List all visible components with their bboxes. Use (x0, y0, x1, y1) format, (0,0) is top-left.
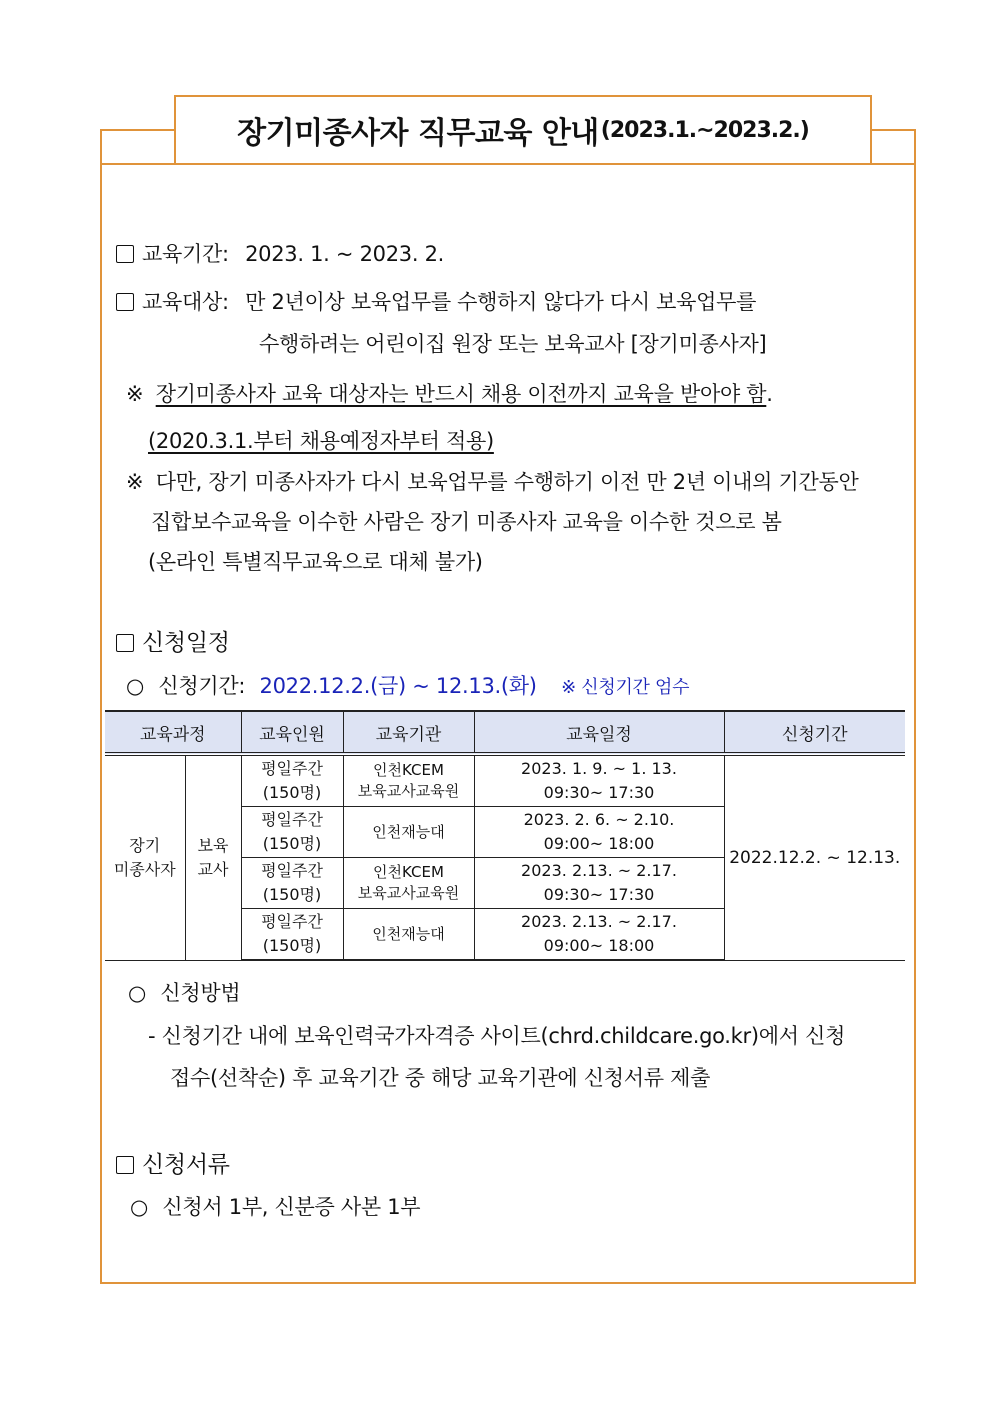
education-target-row (116, 286, 756, 316)
header-people: 교육인원 (241, 711, 343, 754)
org-line2: 보육교사교육원 (357, 884, 460, 902)
table-header-row (105, 711, 905, 754)
date-line1: 2023. 1. 9. ~ 1. 13. (521, 759, 677, 778)
role-cell (185, 754, 241, 960)
people-cell (241, 807, 343, 858)
application-method-line1: - 신청기간 내에 보육인력국가자격증 사이트(chrd.childcare.go.kr)에서 신청 (148, 1024, 846, 1048)
note1-text: 장기미종사자 교육 대상자는 반드시 채용 이전까지 교육을 받아야 함 (155, 382, 767, 406)
education-target-line2: 수행하려는 어린이집 원장 또는 보육교사 [장기미종사자] (259, 332, 767, 356)
checkbox-icon (116, 293, 134, 311)
application-schedule-heading (116, 624, 230, 657)
course-cell (105, 754, 185, 960)
checkbox-icon (116, 245, 134, 263)
note1-sub-text: (2020.3.1.부터 채용예정자부터 적용) (148, 429, 494, 453)
date-line1: 2023. 2.13. ~ 2.17. (521, 861, 677, 880)
header-apply-period: 신청기간 (724, 711, 905, 754)
people-line2: (150명) (262, 834, 322, 853)
date-cell (474, 909, 724, 961)
bullet-icon: ○ (130, 1195, 149, 1219)
application-period-value: 2022.12.2.(금) ~ 12.13.(화) (259, 674, 537, 698)
education-period-value: 2023. 1. ~ 2023. 2. (245, 242, 445, 266)
education-target-line1: 만 2년이상 보육업무를 수행하지 않다가 다시 보육업무를 (245, 290, 757, 314)
people-line1: 평일주간 (261, 861, 323, 880)
date-cell (474, 754, 724, 807)
frame-top-right-edge (870, 129, 916, 131)
note2-line2: 집합보수교육을 이수한 사람은 장기 미종사자 교육을 이수한 것으로 봄 (151, 510, 782, 534)
schedule-table (105, 710, 905, 961)
apply-period-cell: 2022.12.2. ~ 12.13. (724, 754, 905, 960)
application-method-title: 신청방법 (160, 981, 241, 1005)
checkbox-icon (116, 1156, 134, 1174)
application-method-heading (128, 977, 240, 1007)
date-cell (474, 858, 724, 909)
date-line1: 2023. 2.13. ~ 2.17. (521, 912, 677, 931)
course-line2: 미종사자 (113, 859, 176, 879)
note1 (126, 378, 773, 408)
course-line1: 장기 (129, 835, 161, 855)
people-line2: (150명) (262, 783, 322, 802)
note2-line3: (온라인 특별직무교육으로 대체 불가) (148, 550, 483, 574)
application-schedule-title: 신청일정 (142, 630, 230, 656)
frame-top-left-edge (100, 129, 176, 131)
people-line1: 평일주간 (261, 912, 323, 931)
education-target-label: 교육대상: (142, 290, 229, 314)
header-course: 교육과정 (105, 711, 241, 754)
people-cell (241, 909, 343, 961)
note1-end: . (766, 382, 773, 406)
people-cell (241, 858, 343, 909)
org-cell: 인천재능대 (343, 909, 474, 961)
role-line2: 교사 (197, 859, 229, 879)
application-period-note: ※ 신청기간 엄수 (561, 677, 690, 698)
education-period-row (116, 238, 444, 268)
org-cell (343, 754, 474, 807)
documents-row (130, 1191, 420, 1221)
bullet-icon: ○ (126, 674, 145, 698)
documents-title: 신청서류 (142, 1152, 230, 1178)
org-cell (343, 858, 474, 909)
people-line2: (150명) (262, 936, 322, 955)
application-period-row (126, 670, 689, 700)
title-period: (2023.1.~2023.2.) (600, 117, 809, 143)
table-row (105, 754, 905, 807)
frame-right-connector (914, 129, 916, 164)
people-line1: 평일주간 (261, 759, 323, 778)
date-line1: 2023. 2. 6. ~ 2.10. (523, 810, 675, 829)
note2 (126, 466, 858, 496)
org-line1: 인천KCEM (373, 863, 444, 881)
title-box (174, 95, 872, 165)
date-line2: 09:00~ 18:00 (543, 936, 655, 955)
date-line2: 09:00~ 18:00 (543, 834, 655, 853)
date-line2: 09:30~ 17:30 (543, 783, 655, 802)
application-method-line2: 접수(선착순) 후 교육기간 중 해당 교육기관에 신청서류 제출 (170, 1066, 711, 1090)
education-period-label: 교육기간: (142, 242, 229, 266)
role-line1: 보육 (197, 835, 229, 855)
people-line1: 평일주간 (261, 810, 323, 829)
frame-left-connector (100, 129, 102, 164)
org-line1: 인천KCEM (373, 761, 444, 779)
org-cell: 인천재능대 (343, 807, 474, 858)
documents-line: 신청서 1부, 신분증 사본 1부 (162, 1195, 421, 1219)
note-mark: ※ (126, 382, 144, 406)
date-line2: 09:30~ 17:30 (543, 885, 655, 904)
date-cell (474, 807, 724, 858)
application-period-label: 신청기간: (158, 674, 246, 698)
note-mark: ※ (126, 470, 144, 494)
note1-sub (148, 425, 494, 455)
page-title: 장기미종사자 직무교육 안내 (237, 116, 599, 151)
note2-line1: 다만, 장기 미종사자가 다시 보육업무를 수행하기 이전 만 2년 이내의 기간동안 (155, 470, 859, 494)
people-cell (241, 754, 343, 807)
checkbox-icon (116, 634, 134, 652)
bullet-icon: ○ (128, 981, 147, 1005)
documents-heading (116, 1146, 230, 1179)
people-line2: (150명) (262, 885, 322, 904)
org-line2: 보육교사교육원 (357, 782, 460, 800)
header-schedule: 교육일정 (474, 711, 724, 754)
header-org: 교육기관 (343, 711, 474, 754)
